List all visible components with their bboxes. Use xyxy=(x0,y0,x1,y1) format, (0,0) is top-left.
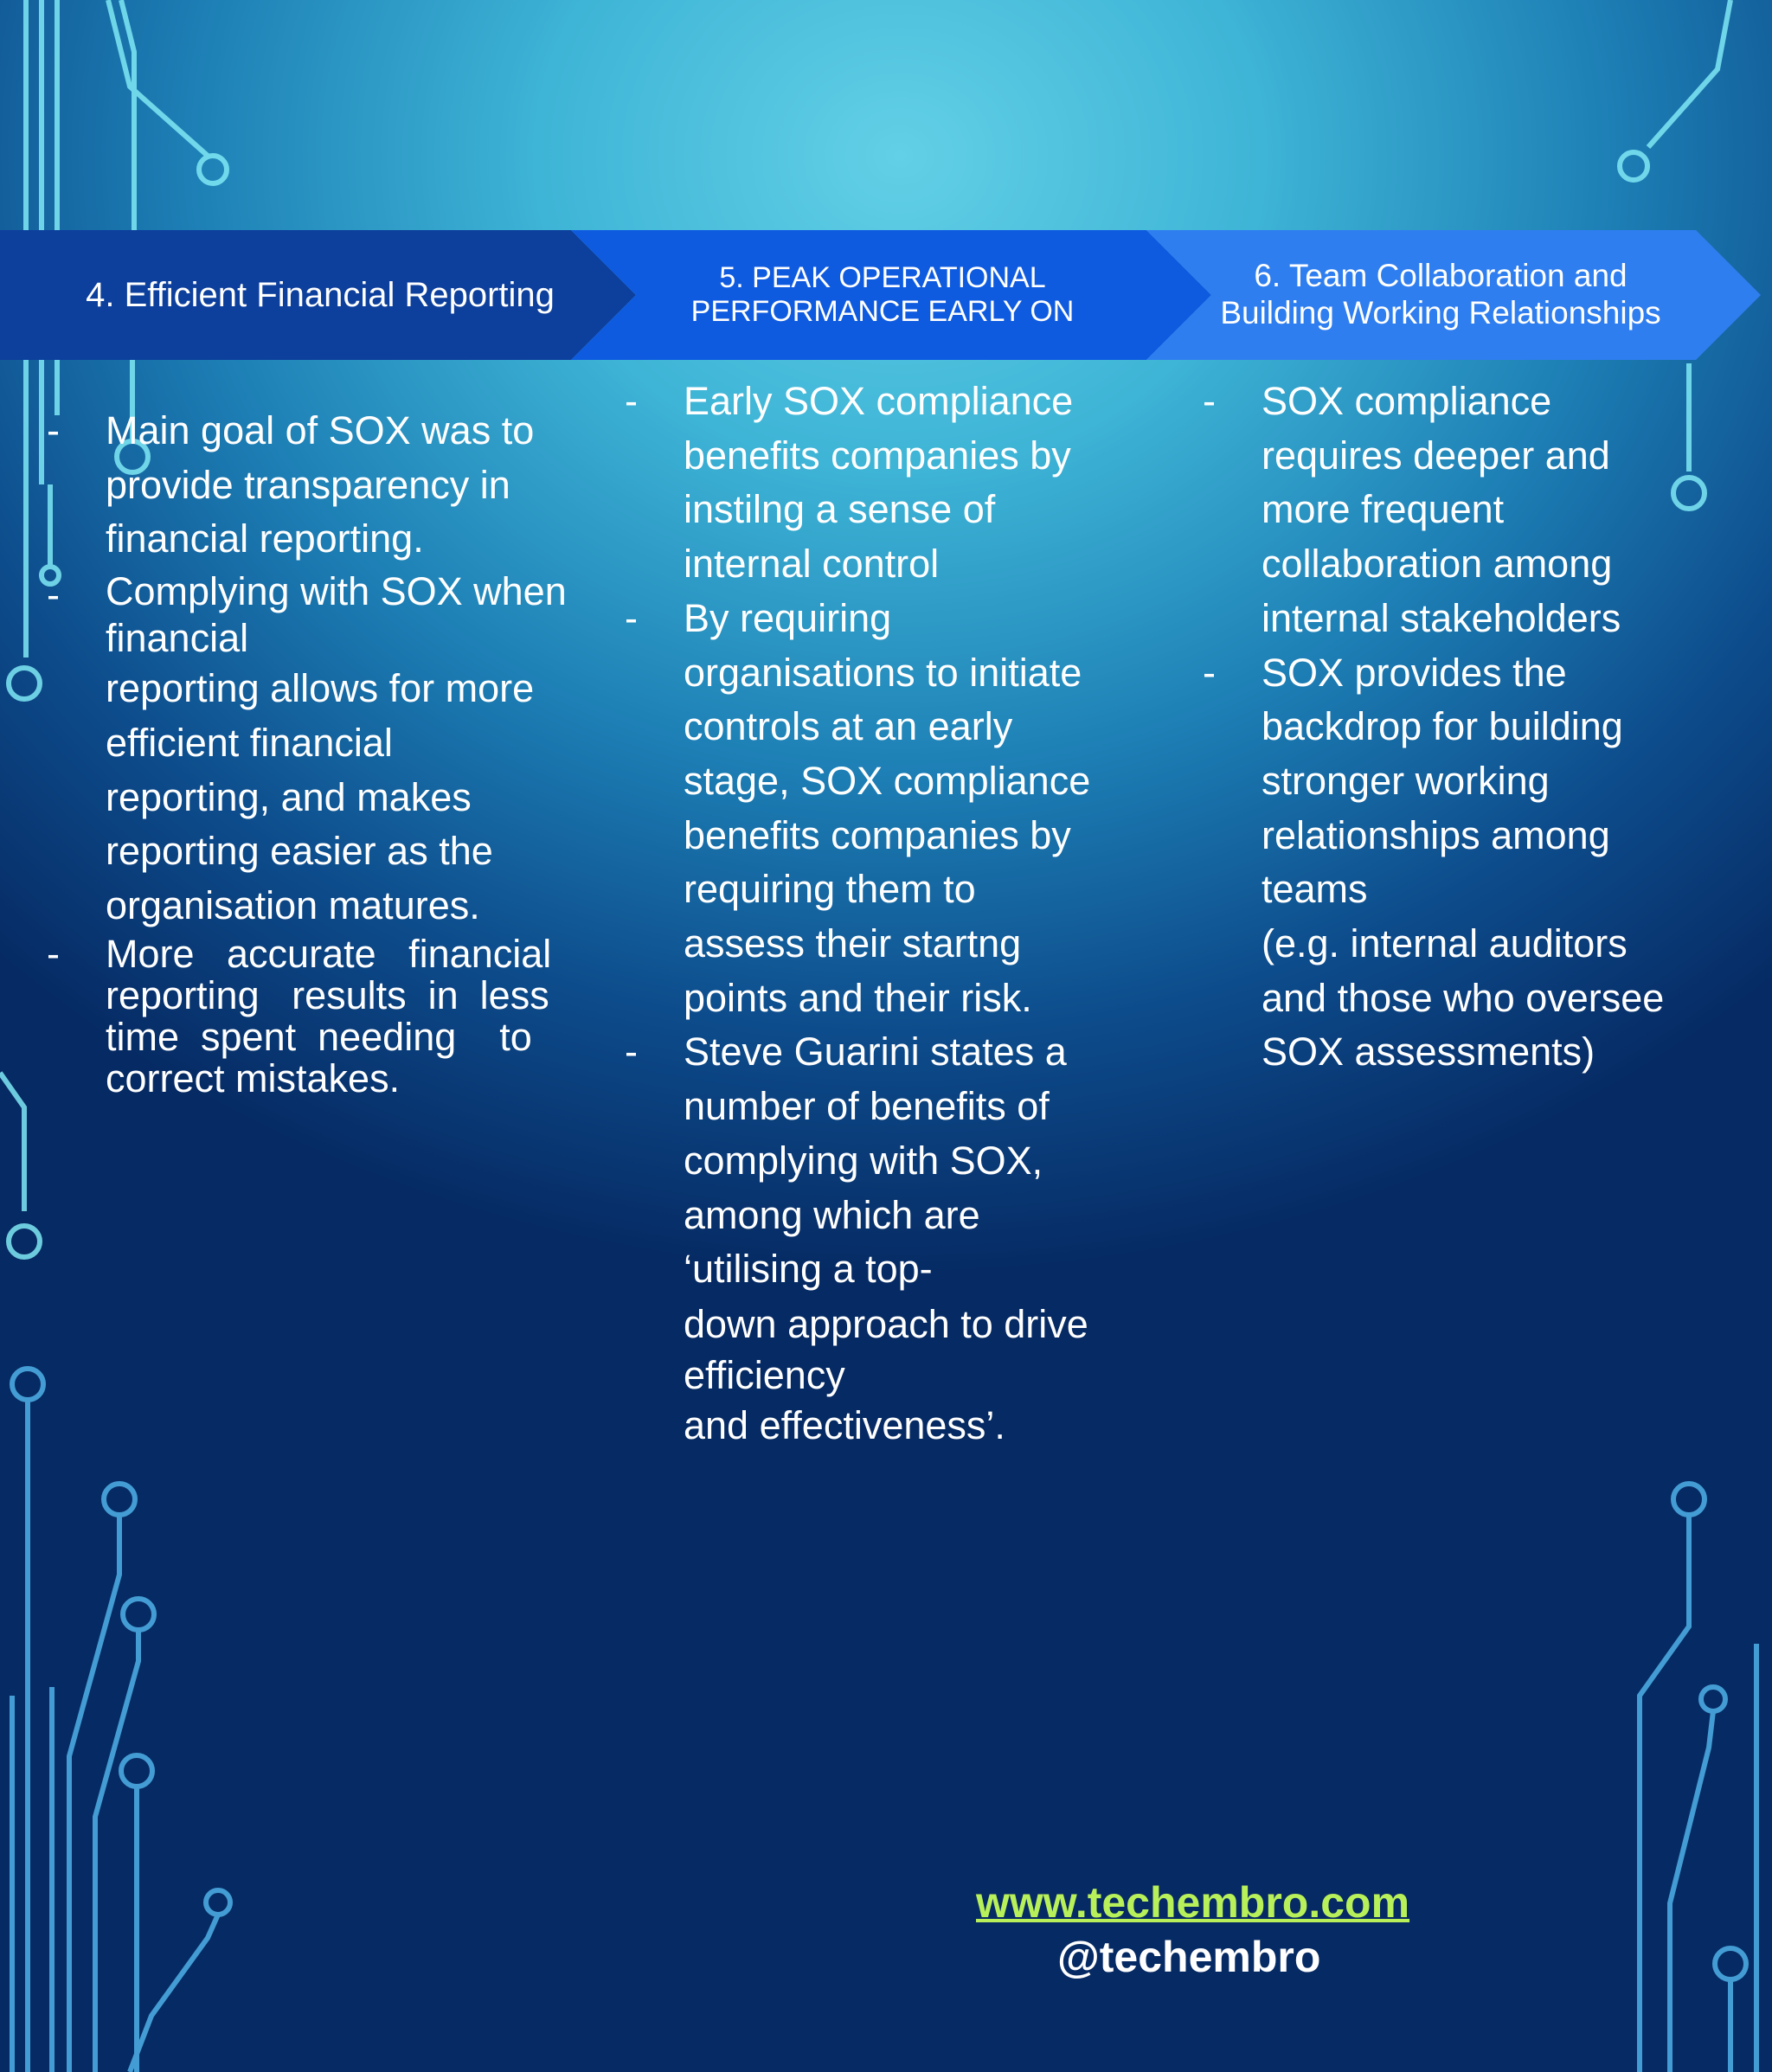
bullet-dash: - xyxy=(47,931,60,976)
bullet-line: More accurate financial xyxy=(106,931,552,976)
social-handle: @techembro xyxy=(1057,1933,1321,1981)
bullet-line: complying with SOX, xyxy=(684,1138,1043,1183)
bullet-line: ‘utilising a top- xyxy=(684,1247,933,1292)
bullet-item xyxy=(1203,646,1746,1081)
bullet-line: organisations to initiate xyxy=(684,650,1082,695)
bullet-item xyxy=(1203,375,1746,646)
bullet-line: By requiring xyxy=(684,595,892,640)
bullet-dash: - xyxy=(1203,379,1216,423)
bullet-line: instilng a sense of xyxy=(684,487,996,532)
bullet-line: SOX assessments) xyxy=(1262,1030,1595,1074)
bullet-line: time spent needing to xyxy=(106,1014,532,1059)
column-peak-performance xyxy=(625,375,1133,1453)
bullet-line: Main goal of SOX was to xyxy=(106,408,535,452)
bullet-line: collaboration among xyxy=(1262,542,1613,587)
bullet-line: backdrop for building xyxy=(1262,704,1623,749)
bullet-line: and those who oversee xyxy=(1262,975,1665,1020)
bullet-line: points and their risk. xyxy=(684,975,1032,1020)
bullet-line: benefits companies by xyxy=(684,433,1071,478)
bullet-line: financial reporting. xyxy=(106,516,424,561)
bullet-line: relationships among xyxy=(1262,812,1610,857)
header-title-2-line-2: PERFORMANCE EARLY ON xyxy=(690,295,1075,328)
bullet-line: correct mistakes. xyxy=(106,1055,401,1100)
bullet-line: reporting, and makes xyxy=(106,774,472,819)
bullet-line: requires deeper and xyxy=(1262,433,1610,478)
bullet-line: controls at an early xyxy=(684,704,1013,749)
bullet-line: Complying with SOX when xyxy=(106,569,567,614)
bullet-line: reporting allows for more xyxy=(106,666,535,711)
bullet-line: Early SOX compliance xyxy=(684,379,1074,423)
bullet-item xyxy=(625,375,1133,592)
header-title-2 xyxy=(623,230,1142,360)
bullet-line: reporting easier as the xyxy=(106,829,493,874)
bullet-line: SOX provides the xyxy=(1262,650,1567,695)
bullet-line: benefits companies by xyxy=(684,812,1071,857)
column-efficient-reporting xyxy=(47,404,573,1100)
bullet-item xyxy=(625,1025,1133,1453)
bullet-line: (e.g. internal auditors xyxy=(1262,921,1628,966)
bullet-dash: - xyxy=(625,595,638,640)
bullet-line: down approach to drive xyxy=(684,1301,1088,1346)
bullet-line: number of benefits of xyxy=(684,1084,1050,1129)
bullet-line: provide transparency in xyxy=(106,462,510,507)
bullet-line: SOX compliance xyxy=(1262,379,1552,423)
bullet-line: financial xyxy=(106,616,249,661)
bullet-line: internal control xyxy=(684,542,940,587)
bullet-line: requiring them to xyxy=(684,867,976,912)
bullet-dash: - xyxy=(625,1030,638,1074)
header-title-1 xyxy=(35,230,606,360)
header-title-3-line-1: 6. Team Collaboration and xyxy=(1254,258,1628,294)
bullet-line: and effectiveness’. xyxy=(684,1402,1005,1447)
bullet-item xyxy=(47,931,573,1100)
bullet-line: stronger working xyxy=(1262,758,1550,803)
header-title-3-line-2: Building Working Relationships xyxy=(1220,295,1661,330)
bullet-line: more frequent xyxy=(1262,487,1505,532)
bullet-dash: - xyxy=(47,573,60,618)
column-team-collaboration xyxy=(1203,375,1746,1080)
header-title-1-line: 4. Efficient Financial Reporting xyxy=(86,276,555,314)
bullet-line: assess their startng xyxy=(684,921,1022,966)
bullet-line: reporting results in less xyxy=(106,972,549,1017)
bullet-dash: - xyxy=(1203,650,1216,695)
bullet-item xyxy=(47,404,573,567)
bullet-line: organisation matures. xyxy=(106,882,480,927)
bullet-line: efficiency xyxy=(684,1352,845,1397)
bullet-line: Steve Guarini states a xyxy=(684,1030,1067,1074)
bullet-dash: - xyxy=(625,379,638,423)
bullet-line: teams xyxy=(1262,867,1368,912)
bullet-item xyxy=(47,568,573,933)
bullet-line: efficient financial xyxy=(106,720,393,765)
bullet-line: internal stakeholders xyxy=(1262,595,1621,640)
header-title-2-line-1: 5. PEAK OPERATIONAL xyxy=(719,260,1046,294)
bullet-line: among which are xyxy=(684,1192,980,1237)
header-title-3 xyxy=(1185,230,1696,360)
bullet-line: stage, SOX compliance xyxy=(684,758,1091,803)
bullet-item xyxy=(625,592,1133,1026)
bullet-dash: - xyxy=(47,408,60,452)
website-link[interactable]: www.techembro.com xyxy=(976,1878,1410,1927)
